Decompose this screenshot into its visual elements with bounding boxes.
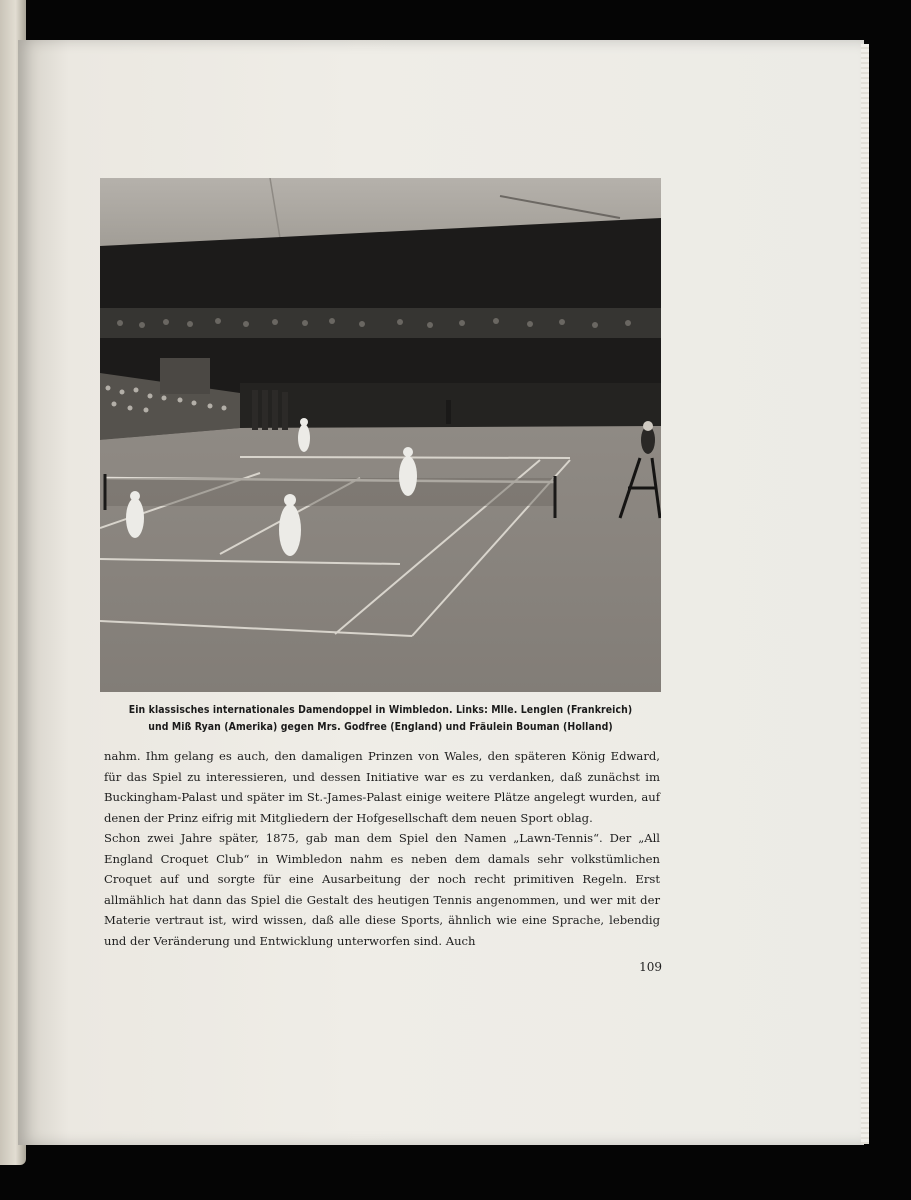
caption-line-2: und Miß Ryan (Amerika) gegen Mrs. Godfree (England) und Fräulein Bouman (Holland): [148, 721, 613, 733]
court-surface: [100, 426, 661, 692]
paragraph-1: nahm. Ihm gelang es auch, den damaligen Prinzen von Wales, den späteren König Edward, für das Spiel zu interessieren, und dessen Initiative war es zu verdanken, daß zunächst im Buckingham-Palast und später im St.-James-Palast einige weitere Plätze angelegt wurden, auf denen der Prinz eifrig mit Mitgliedern der Hofgesellschaft dem neuen Sport oblag.: [104, 749, 660, 825]
caption-line-1: Ein klassisches internationales Damendoppel in Wimbledon. Links: Mlle. Lenglen (Frankreich): [128, 704, 633, 716]
deckle-edge: [861, 44, 869, 1144]
page-number: 109: [639, 960, 662, 974]
tennis-photo: [100, 178, 661, 692]
body-text: [104, 746, 660, 951]
paragraph-2: Schon zwei Jahre später, 1875, gab man dem Spiel den Namen „Lawn-Tennis“. Der „All England Croquet Club“ in Wimbledon nahm es neben dem damals sehr volkstümlichen Croquet auf und sorgte für eine Ausarbeitung der noch recht primitiven Regeln. Erst allmählich hat dann das Spiel die Gestalt des heutigen Tennis angenommen, und wer mit der Materie vertraut ist, wird wissen, daß alle diese Sports, ähnlich wie eine Sprache, lebendig und der Veränderung und Entwicklung unterworfen sind. Auch: [104, 831, 660, 948]
photo-caption: [100, 702, 661, 736]
